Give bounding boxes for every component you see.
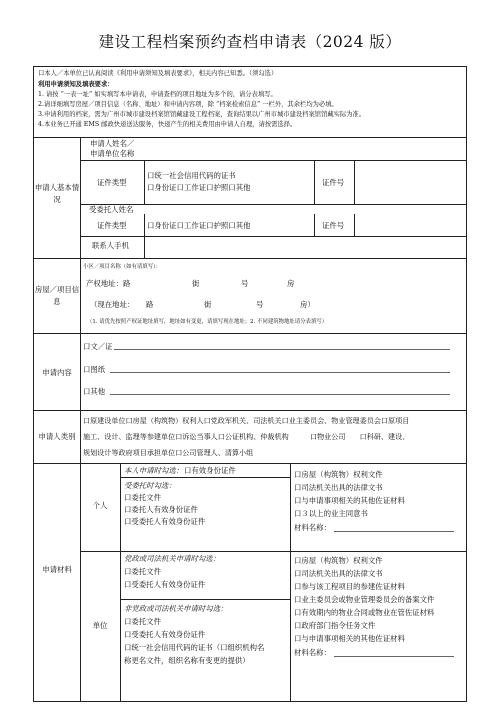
personal-material-name-label: 材料名称： <box>294 523 331 532</box>
party-option[interactable]: 口委托文件 <box>124 567 161 576</box>
address-street-unit: 街 <box>192 279 200 288</box>
org-right-option[interactable]: 口房屋（构筑物）权利文件 <box>294 556 383 565</box>
self-apply-title: 本人申请时勾选： <box>124 466 184 475</box>
agent-id-type-options[interactable]: 口身份证口工作证口护照口其他 <box>147 221 251 230</box>
party-apply-title: 党政或司法机关申请时勾选： <box>124 554 221 563</box>
party-option[interactable]: 口受委托人有效身份证件 <box>124 580 206 589</box>
org-right-option[interactable]: 口参与该工程项目的参建佐证材料 <box>294 582 405 591</box>
personal-right-option[interactable]: 口与申请事项相关的其他佐证材料 <box>294 496 405 505</box>
category-line-1[interactable]: 口原建设单位口房屋（构筑物）权利人口党政军机关、司法机关口业主委员会、物业管理委员会口原项目 <box>83 416 410 425</box>
personal-right-option[interactable]: 口３以上的业主同意书 <box>294 509 368 518</box>
org-right-option[interactable]: 口有效期内的物业合同或物业在管佐证材料 <box>294 608 435 617</box>
credit-code-certificate-option[interactable]: 口统一社会信用代码的证书（口组织机构名 <box>124 643 265 652</box>
materials-personal-label: 个人 <box>92 501 108 510</box>
org-right-option[interactable]: 口政府部门指令任务文件 <box>294 621 376 630</box>
personal-right-option[interactable]: 口房屋（构筑物）权利文件 <box>294 470 383 479</box>
notice-item: 2.请详细填写房屋／项目信息（名称、地址）和申请内容项，除 “档案检索信息” 一栏外，其余栏均为必填。 <box>38 101 338 108</box>
current-address-label: （现在地址： <box>90 300 135 309</box>
applicant-name-label: 申请人姓名／ <box>90 139 135 148</box>
agent-id-type-label: 证件类型 <box>97 221 127 230</box>
org-right-option[interactable]: 口业主委员会或物业管理委员会的备案文件 <box>294 595 435 604</box>
application-form-table <box>33 138 467 702</box>
notice-heading: 利用申请须知及填表要求： <box>38 81 114 88</box>
agent-option[interactable]: 口委托人有效身份证件 <box>124 505 198 514</box>
id-number-label: 证件号 <box>322 178 345 187</box>
notice-item: 3.申请利用的档案，需为广州市城市建设档案馆馆藏建设工程档案，查询结果以广州市城市建设档案馆馆藏实际为准。 <box>38 111 366 118</box>
notice-item: 1. 请按 “一表一址” 如实填写本申请表，申请查档的项目地址为多个的，请分表填写。 <box>38 91 277 98</box>
section-materials: 申请材料 <box>42 565 72 574</box>
current-road-unit: 路 <box>146 300 154 309</box>
agent-option[interactable]: 口委托文件 <box>124 493 161 502</box>
credit-code-certificate-note: 称更名文件，组织名称有变更的提供） <box>124 656 250 665</box>
nonparty-option[interactable]: 口受委托人有效身份证件 <box>124 630 206 639</box>
id-type-option-credit-code[interactable]: 口统一社会信用代码的证书 <box>147 171 236 180</box>
current-number-unit: 号 <box>256 300 264 309</box>
content-document-option[interactable]: 口文／证 <box>83 342 113 351</box>
section-applicant-info: 申请人基本情况 <box>34 183 80 204</box>
section-content: 申请内容 <box>42 368 72 377</box>
content-drawing-option[interactable]: 口图纸 <box>83 365 106 374</box>
section-category: 申请人类别 <box>38 432 76 441</box>
agent-apply-title: 受委托时勾选： <box>124 481 176 490</box>
agent-name-label: 受委托人姓名 <box>89 205 134 214</box>
materials-org-label: 单位 <box>92 621 108 630</box>
id-type-option-personal[interactable]: 口身份证口工作证口护照口其他 <box>147 183 251 192</box>
address-room-unit: 房 <box>287 279 295 288</box>
contact-phone-label: 联系人手机 <box>92 241 129 250</box>
self-id-option[interactable]: 口有效身份证件 <box>184 466 236 475</box>
section-property-info: 房屋／项目信息 <box>34 285 80 306</box>
property-address-label: 产权地址：路 <box>86 279 131 288</box>
current-street-unit: 街 <box>204 300 212 309</box>
agent-id-number-label: 证件号 <box>322 221 345 230</box>
agent-option[interactable]: 口受委托人有效身份证件 <box>124 517 206 526</box>
address-number-unit: 号 <box>241 279 249 288</box>
page-title: 建设工程档案预约查档申请表（2024 版） <box>98 33 402 51</box>
category-line-3[interactable]: 规划设计等政府项目承担单位口公司管理人、清算小组 <box>83 448 254 457</box>
current-room-unit: 房） <box>300 300 315 309</box>
category-line-2[interactable]: 施工、设计、监理等参建单位口诉讼当事人口公证机构、仲裁机构 口物业公司 口科研、建设、 <box>83 432 410 441</box>
org-right-option[interactable]: 口司法机关出具的法律文书 <box>294 569 383 578</box>
org-right-option[interactable]: 口与申请事项相关的其他佐证材料 <box>294 634 405 643</box>
address-note: （1. 请优先按照产权证地址填写，地址如有变更，请填写现在地址；2. 不同建筑物地址请分表填写） <box>87 319 328 325</box>
org-material-name-label: 材料名称： <box>294 648 331 657</box>
content-other-option[interactable]: 口其他 <box>83 387 106 396</box>
community-name-label: 小区／项目名称（如有请填写）： <box>83 264 162 270</box>
nonparty-apply-title: 非党政或司法机关申请时勾选： <box>124 604 228 613</box>
confirm-checkbox-text[interactable]: 口本人／本单位已认真阅读《利用申请须知及填表要求》，相关内容已知悉。（须勾选） <box>38 70 278 77</box>
id-type-label: 证件类型 <box>97 178 127 187</box>
notice-item: 4.本业务已开通 EMS 邮政快递送达服务，快递产生的相关费用由申请人自理，请按需选择。 <box>38 121 297 128</box>
notice-box <box>33 66 467 138</box>
nonparty-option[interactable]: 口委托文件 <box>124 617 161 626</box>
personal-right-option[interactable]: 口司法机关出具的法律文书 <box>294 483 383 492</box>
applicant-org-label: 申请单位名称 <box>90 149 135 158</box>
